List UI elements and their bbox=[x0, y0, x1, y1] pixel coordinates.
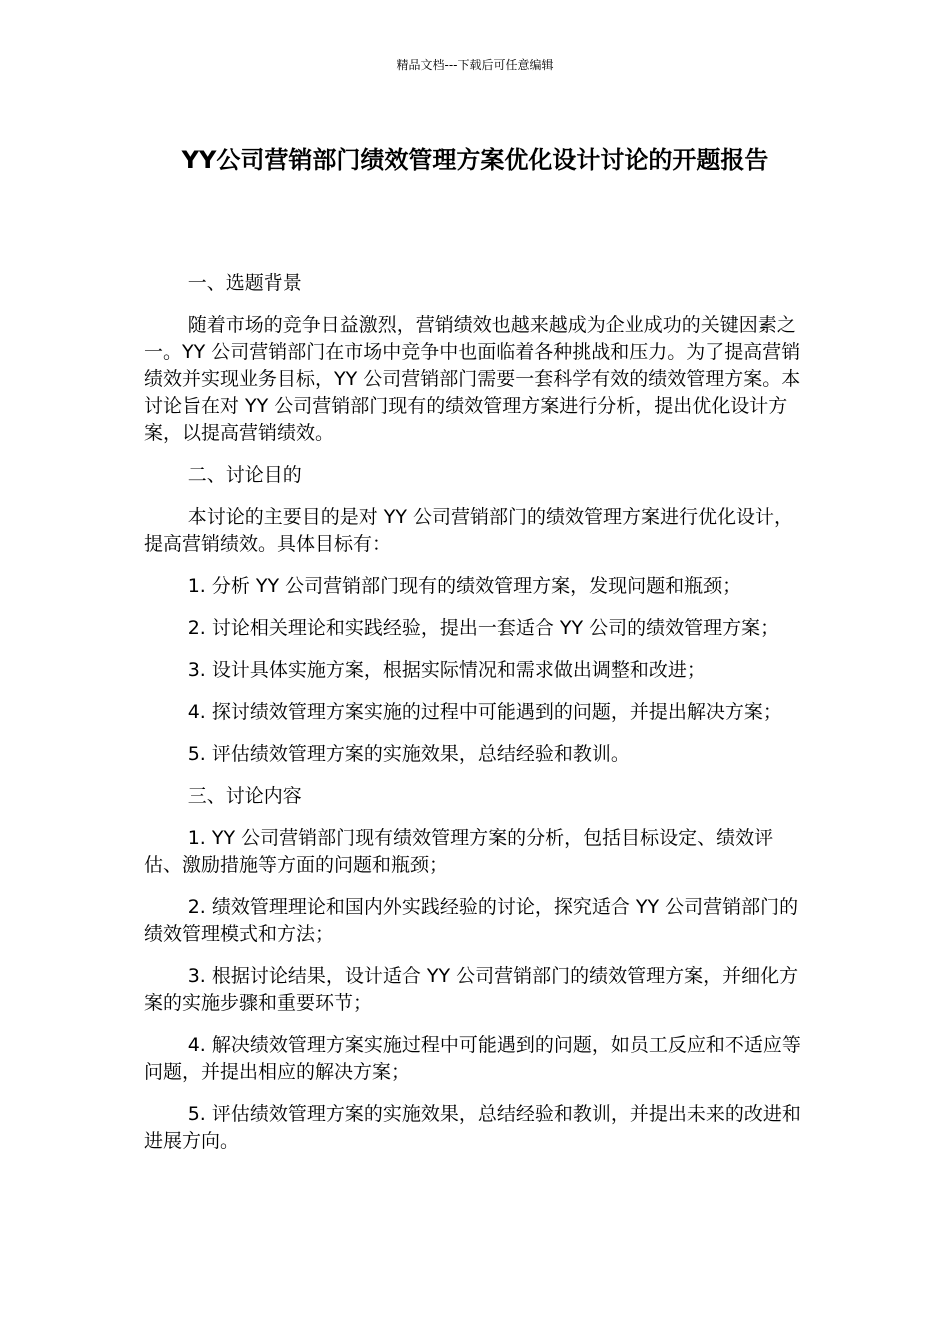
list-item: 4. 探讨绩效管理方案实施的过程中可能遇到的问题，并提出解决方案； bbox=[187, 701, 782, 723]
section-heading: 二、讨论目的 bbox=[187, 464, 302, 486]
list-item: 3. 设计具体实施方案，根据实际情况和需求做出调整和改进； bbox=[187, 659, 706, 681]
list-item: 4. 解决绩效管理方案实施过程中可能遇到的问题，如员工反应和不适应等问题，并提出相应的解决方案； bbox=[144, 1034, 801, 1083]
section-heading: 三、讨论内容 bbox=[187, 785, 302, 807]
list-item: 5. 评估绩效管理方案的实施效果，总结经验和教训。 bbox=[187, 743, 630, 765]
section-heading: 一、选题背景 bbox=[187, 272, 302, 294]
list-item: 3. 根据讨论结果，设计适合 YY 公司营销部门的绩效管理方案，并细化方案的实施步骤和重要环节； bbox=[144, 965, 799, 1014]
page-header: 精品文档---下载后可任意编辑 bbox=[396, 58, 554, 72]
list-item: 1. 分析 YY 公司营销部门现有的绩效管理方案，发现问题和瓶颈； bbox=[187, 575, 742, 597]
list-item: 2. 讨论相关理论和实践经验，提出一套适合 YY 公司的绩效管理方案； bbox=[187, 617, 780, 639]
list-item: 2. 绩效管理理论和国内外实践经验的讨论，探究适合 YY 公司营销部门的绩效管理模式和方法； bbox=[144, 896, 799, 945]
document-title: YY公司营销部门绩效管理方案优化设计讨论的开题报告 bbox=[181, 146, 769, 174]
document-body bbox=[144, 270, 808, 1170]
list-item: 5. 评估绩效管理方案的实施效果，总结经验和教训，并提出未来的改进和进展方向。 bbox=[144, 1103, 801, 1152]
paragraph: 本讨论的主要目的是对 YY 公司营销部门的绩效管理方案进行优化设计，提高营销绩效。具体目标有： bbox=[144, 506, 793, 555]
paragraph: 随着市场的竞争日益激烈，营销绩效也越来越成为企业成功的关键因素之一。YY 公司营销部门在市场中竞争中也面临着各种挑战和压力。为了提高营销绩效并实现业务目标，YY 公司营销部门需要一套科学有效的绩效管理方案。本讨论旨在对 YY 公司营销部门现有的绩效管理方案进行分析，提出优化设计方案，以提高营销绩效。 bbox=[144, 314, 801, 444]
list-item: 1. YY 公司营销部门现有绩效管理方案的分析，包括目标设定、绩效评估、激励措施等方面的问题和瓶颈； bbox=[144, 827, 774, 876]
